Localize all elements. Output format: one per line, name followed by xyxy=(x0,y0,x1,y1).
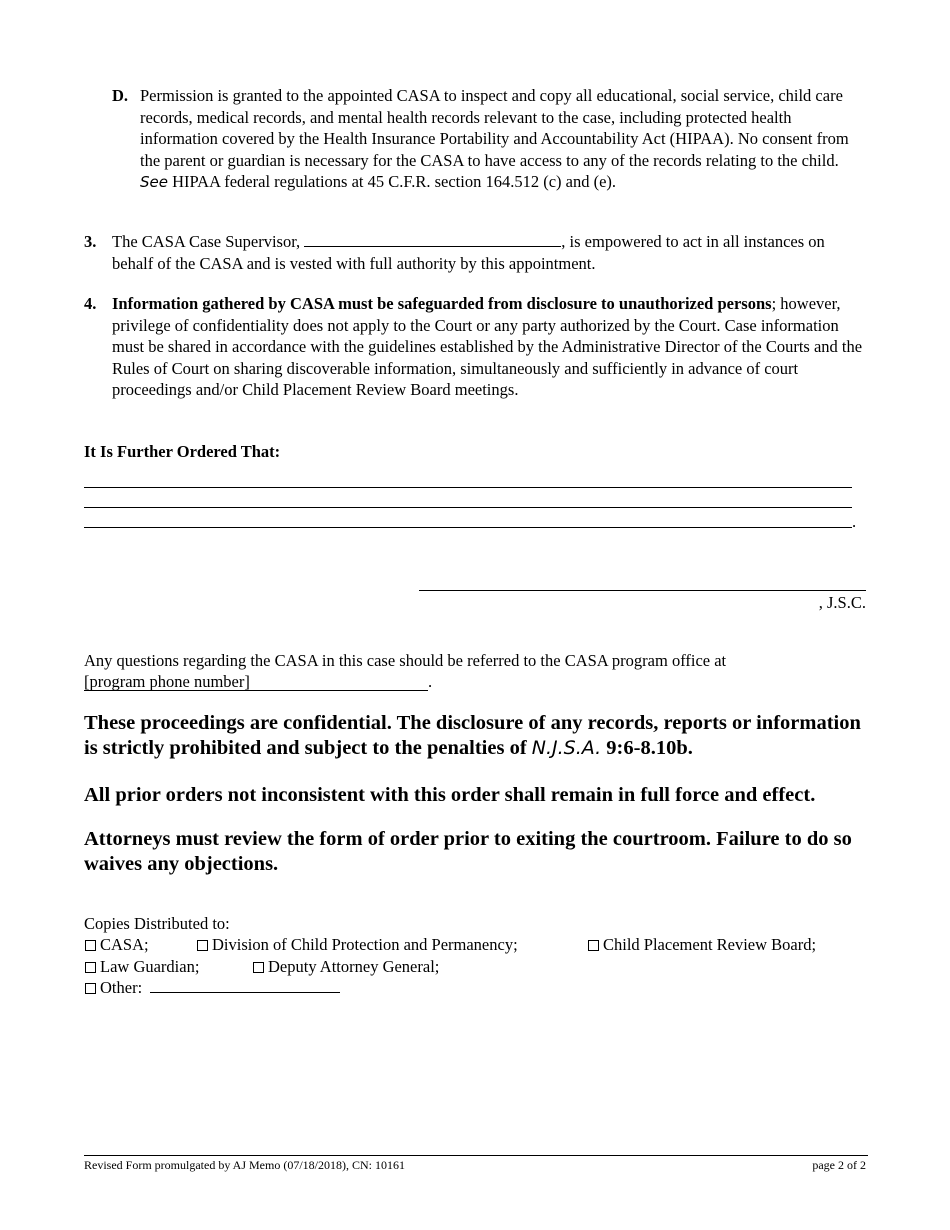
item-d-see: See xyxy=(140,173,168,191)
prior-orders-notice: All prior orders not inconsistent with this order shall remain in full force and effect. xyxy=(84,784,816,806)
copy-division[interactable] xyxy=(197,934,518,955)
item-4-bold: Information gathered by CASA must be safeguarded from disclosure to unauthorized persons xyxy=(112,294,772,313)
item-d-text-2: HIPAA federal regulations at 45 C.F.R. section 164.512 (c) and (e). xyxy=(167,172,617,191)
law-guardian-checkbox[interactable] xyxy=(85,962,96,973)
review-board-checkbox[interactable] xyxy=(588,940,599,951)
division-checkbox[interactable] xyxy=(197,940,208,951)
division-label: Division of Child Protection and Permanency; xyxy=(212,935,518,954)
footer-form-info: Revised Form promulgated by AJ Memo (07/18/2018), CN: 10161 xyxy=(84,1158,405,1172)
statute-name: N.J.S.A. xyxy=(531,737,602,759)
deputy-ag-checkbox[interactable] xyxy=(253,962,264,973)
item-3-text xyxy=(112,231,867,274)
copy-deputy-ag[interactable] xyxy=(253,956,439,977)
program-phone-line xyxy=(84,671,432,693)
item-3-number: 3. xyxy=(84,232,97,251)
other-label: Other: xyxy=(100,978,143,997)
case-supervisor-field[interactable] xyxy=(304,231,561,247)
casa-label: CASA; xyxy=(100,935,149,954)
program-phone-placeholder: [program phone number] xyxy=(84,672,250,691)
copy-casa[interactable] xyxy=(85,934,149,955)
confidentiality-text: These proceedings are confidential. The disclosure of any records, reports or information is strictly prohibited and subject to the penalties of xyxy=(84,712,861,759)
other-checkbox[interactable] xyxy=(85,983,96,994)
program-phone-end: . xyxy=(428,672,433,691)
copy-review-board[interactable] xyxy=(588,934,816,955)
item-4-body: ; however, privilege of confidentiality does not apply to the Court or any party authorized by the Court. Case information must be shared in accordance with the guidelines established by the Administrative Director of the Courts and the Rules of Court on sharing discoverable information, simultaneously and sufficiently in advance of court proceedings and/or Child Placement Review Board meetings. xyxy=(112,294,863,399)
confidentiality-notice xyxy=(84,711,874,761)
item-4-number: 4. xyxy=(84,294,97,313)
item-d-text xyxy=(140,85,865,194)
further-ordered-line-2[interactable] xyxy=(84,507,852,508)
item-d-text-1: Permission is granted to the appointed CASA to inspect and copy all educational, social service, child care records, medical records, and mental health records relevant to the case, including protected health information covered by the Health Insurance Portability and Accountability Act (HIPAA). No consent from the parent or guardian is necessary for the CASA to have access to any of the records relating to the child. xyxy=(140,86,849,170)
item-4-text xyxy=(112,293,872,401)
further-ordered-heading: It Is Further Ordered That: xyxy=(84,442,281,461)
item-3-text-before: The CASA Case Supervisor, xyxy=(112,232,305,251)
deputy-ag-label: Deputy Attorney General; xyxy=(268,957,440,976)
footer-page-number: page 2 of 2 xyxy=(812,1158,866,1172)
law-guardian-label: Law Guardian; xyxy=(100,957,200,976)
further-ordered-line-3[interactable] xyxy=(84,527,852,528)
questions-text: Any questions regarding the CASA in this case should be referred to the CASA program office at xyxy=(84,651,727,670)
casa-checkbox[interactable] xyxy=(85,940,96,951)
copy-law-guardian[interactable] xyxy=(85,956,199,977)
judge-signature-line[interactable] xyxy=(419,590,866,591)
attorneys-notice: Attorneys must review the form of order prior to exiting the courtroom. Failure to do so waives any objections. xyxy=(84,828,852,875)
statute-section: 9:6-8.10b. xyxy=(601,737,693,759)
further-ordered-period: . xyxy=(852,512,857,531)
footer-divider xyxy=(84,1155,868,1156)
item-d-label: D. xyxy=(112,86,129,105)
other-field[interactable] xyxy=(150,977,340,993)
further-ordered-line-1[interactable] xyxy=(84,487,852,488)
review-board-label: Child Placement Review Board; xyxy=(603,935,817,954)
program-phone-field[interactable] xyxy=(84,673,428,691)
jsc-suffix: , J.S.C. xyxy=(818,593,866,612)
copies-heading: Copies Distributed to: xyxy=(84,914,230,933)
item-3-text-after: , is empowered to act in all instances on behalf of the CASA and is vested with full authority by this appointment. xyxy=(112,232,825,273)
copy-other[interactable] xyxy=(85,977,340,998)
